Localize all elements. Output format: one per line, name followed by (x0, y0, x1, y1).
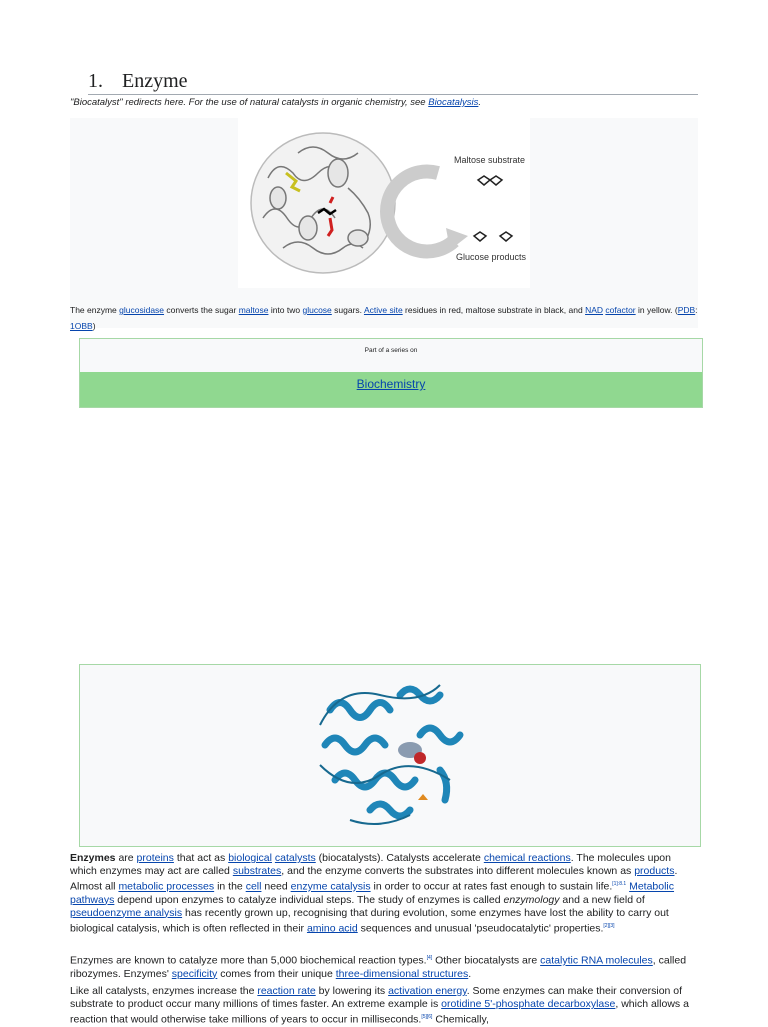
metabolic-pathways-link[interactable]: Metabolic pathways (70, 880, 675, 906)
chemical-reactions-link[interactable]: chemical reactions (483, 852, 571, 864)
hatnote-end: . (478, 97, 482, 108)
enzyme-diagram (238, 118, 530, 288)
orotidine-link[interactable]: orotidine 5'-phosphate decarboxylase (441, 998, 616, 1010)
catalytic-rna-link[interactable]: catalytic RNA molecules (540, 954, 653, 967)
page-title (88, 70, 698, 95)
cofactor-link[interactable]: cofactor (605, 305, 636, 315)
series-label: Part of a series on (364, 347, 418, 354)
series-title-bar (80, 372, 702, 407)
biocatalysis-link[interactable]: Biocatalysis (428, 97, 479, 108)
activation-energy-link[interactable]: activation energy (388, 985, 467, 997)
catalysts-link[interactable]: catalysts (274, 852, 316, 864)
heading-number: 1. (88, 70, 103, 92)
glucose-label: Glucose products (456, 252, 527, 262)
second-paragraph: Enzymes are known to catalyze more than 5,000 biochemical reaction types.[4] Other biocatalysts are catalytic RNA molecules, called ribozymes. Enzymes' specificity comes from their unique three-dimensional structures. (70, 954, 687, 980)
series-sidebar (79, 338, 703, 408)
proteins-link[interactable]: proteins (136, 852, 174, 864)
citation-2-3[interactable]: [2][3] (603, 922, 615, 929)
glucosidase-image[interactable] (238, 118, 530, 288)
amino-acid-link[interactable]: amino acid (306, 922, 358, 934)
pseudoenzyme-analysis-link[interactable]: pseudoenzyme analysis (70, 906, 183, 919)
protein-figure (79, 664, 701, 847)
heading-text: Enzyme (122, 70, 188, 92)
specificity-link[interactable]: specificity (171, 967, 218, 980)
reaction-rate-link[interactable]: reaction rate (257, 985, 316, 997)
nad-link[interactable]: NAD (585, 305, 604, 315)
enzyme-catalysis-link[interactable]: enzyme catalysis (290, 880, 371, 893)
glucosidase-link[interactable]: glucosidase (119, 305, 165, 315)
protein-structure-image[interactable] (310, 670, 480, 840)
metabolic-processes-link[interactable]: metabolic processes (118, 880, 215, 893)
1obb-link[interactable]: 1OBB (70, 321, 93, 331)
active-site-link[interactable]: Active site (363, 305, 403, 315)
substrates-link[interactable]: substrates (232, 865, 282, 877)
maltose-link[interactable]: maltose (238, 305, 269, 315)
citation-1[interactable]: [1]:8.1 (612, 881, 627, 887)
products-link[interactable]: products (634, 865, 675, 877)
citation-5-6[interactable]: [5][6] (421, 1014, 433, 1020)
biological-link[interactable]: biological (228, 852, 272, 864)
hatnote (70, 97, 700, 108)
pdb-link[interactable]: PDB (677, 305, 696, 315)
figure-caption: The enzyme glucosidase converts the sugar maltose into two glucose sugars. Active site residues in red, maltose substrate in black, and NAD cofactor in yellow. (PDB: 1OBB) (70, 305, 698, 331)
maltose-label: Maltose substrate (454, 155, 526, 165)
cell-link[interactable]: cell (245, 880, 262, 893)
enzymology-italic: enzymology (503, 893, 560, 906)
glucose-link[interactable]: glucose (302, 305, 332, 315)
third-paragraph: Like all catalysts, enzymes increase the reaction rate by lowering its activation energy. Some enzymes can make their conversion of substrate to product occur many millions of times faster. An extreme example is orotidine 5'-phosphate decarboxylase, which allows a reaction that would otherwise take millions of years to occur in milliseconds.[5][6] Chemically, (70, 985, 689, 1026)
intro-paragraph: Enzymes are proteins that act as biological catalysts (biocatalysts). Catalysts accelerate chemical reactions. The molecules upon which enzymes may act are called substrates, and the enzyme converts the substrates into different molecules known as products. Almost all metabolic processes in the cell need enzyme catalysis in order to occur at rates fast enough to sustain life.$^{[1]:8.1}$ Metabolic pathways depend upon enzymes to catalyze individual steps. The study of enzymes is called enzymology and a new field of pseudoenzyme analysis has recently grown up, recognising that during evolution, some enzymes have lost the ability to carry out biological catalysis, which is often reflected in their amino acid sequences and unusual 'pseudocatalytic' properties.[2][3] (70, 852, 678, 934)
hatnote-text: "Biocatalyst" redirects here. For the use of natural catalysts in organic chemistry, see (70, 97, 429, 108)
three-dimensional-structures-link[interactable]: three-dimensional structures (335, 967, 469, 980)
enzymes-bold: Enzymes (70, 852, 116, 864)
citation-4[interactable]: [4] (426, 955, 433, 961)
biochemistry-link[interactable]: Biochemistry (356, 377, 426, 391)
infobox-figure (70, 118, 698, 328)
